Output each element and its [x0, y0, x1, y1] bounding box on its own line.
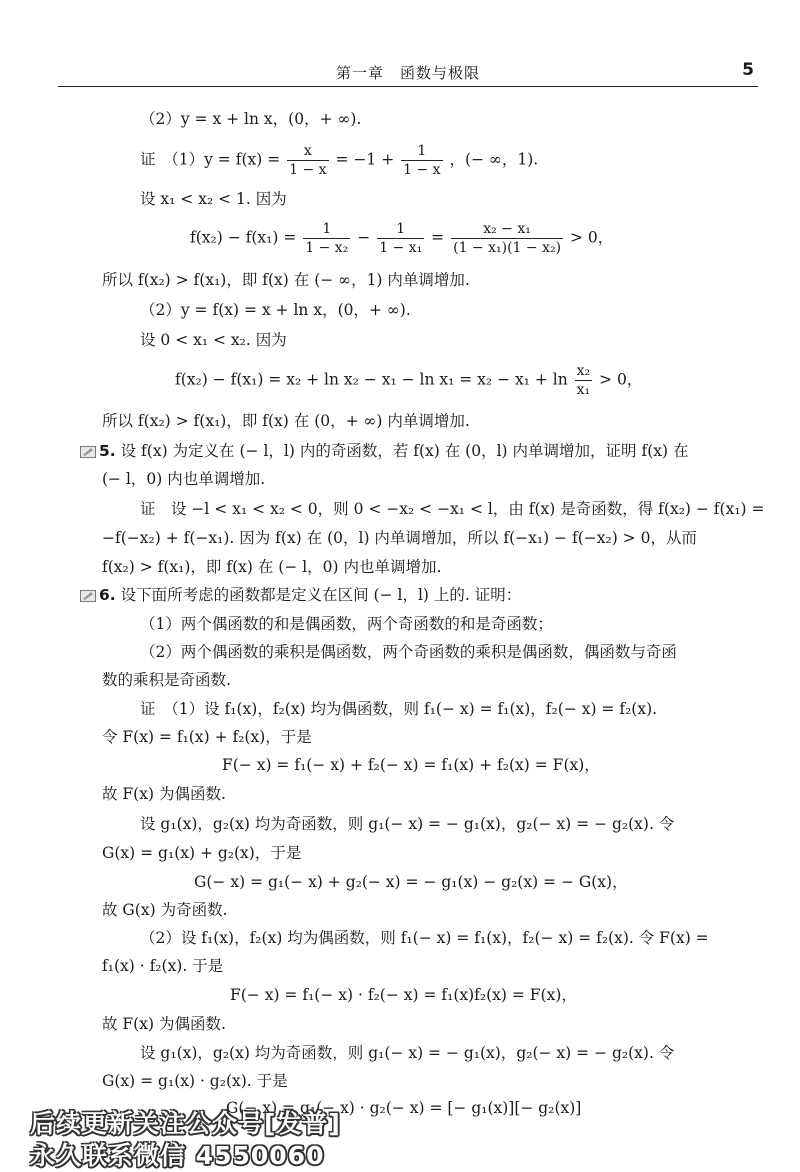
problem-line	[80, 584, 521, 606]
fraction	[377, 220, 424, 257]
problem-text: 设下面所考虑的函数都是定义在区间 (− l，l) 上的. 证明：	[120, 586, 522, 604]
problem-line	[80, 440, 688, 462]
problem-text: 设 f(x) 为定义在 (− l，l) 内的奇函数，若 f(x) 在 (0，l) 内单调增加，证明 f(x) 在	[120, 442, 689, 460]
text-line: f₁(x) · f₂(x). 于是	[102, 957, 224, 975]
fraction	[303, 220, 350, 257]
denominator: 1 − x₂	[305, 240, 349, 256]
formula-text: −	[357, 228, 371, 247]
formula-text: =	[431, 228, 445, 247]
numerator: 1	[303, 220, 350, 239]
formula-text: ，(− ∞，1).	[449, 150, 539, 169]
formula-text: f(x₂) − f(x₁) = x₂ + ln x₂ − x₁ − ln x₁ = x₂ − x₁ + ln	[175, 370, 568, 389]
formula-line: G(− x) = g₁(− x) + g₂(− x) = − g₁(x) − g₂(x) = − G(x)，	[194, 873, 628, 891]
denominator: x₁	[576, 382, 591, 398]
chapter-title: 第一章 函数与极限	[335, 64, 480, 82]
text-line: 故 F(x) 为偶函数.	[102, 785, 226, 803]
text-line: （2）设 f₁(x)，f₂(x) 均为偶函数，则 f₁(− x) = f₁(x)，f₂(− x) = f₂(x). 令 F(x) =	[140, 929, 709, 947]
numerator: x	[287, 142, 328, 161]
fraction	[451, 220, 563, 257]
pencil-icon	[80, 446, 96, 458]
text-line: 证 设 −l < x₁ < x₂ < 0，则 0 < −x₂ < −x₁ < l，由 f(x) 是奇函数，得 f(x₂) − f(x₁) =	[140, 500, 765, 518]
formula-text: 证 （1）y = f(x) =	[140, 150, 281, 169]
page-number: 5	[742, 60, 754, 80]
text-line: （1）两个偶函数的和是偶函数，两个奇函数的和是奇函数；	[140, 615, 553, 633]
header-rule	[58, 86, 758, 87]
formula-text: > 0，	[570, 228, 614, 247]
text-line: （2）两个偶函数的乘积是偶函数，两个奇函数的乘积是偶函数，偶函数与奇函	[140, 643, 677, 661]
text-line: （2）y = x + ln x，(0，+ ∞).	[140, 110, 362, 128]
formula-line	[190, 220, 613, 257]
formula-line	[175, 362, 642, 399]
formula-line	[140, 142, 538, 179]
fraction	[287, 142, 328, 179]
fraction	[575, 362, 593, 399]
formula-text: = −1 +	[335, 150, 395, 169]
text-line: 证 （1）设 f₁(x)，f₂(x) 均为偶函数，则 f₁(− x) = f₁(x)，f₂(− x) = f₂(x).	[140, 700, 658, 718]
text-line: 所以 f(x₂) > f(x₁)，即 f(x) 在 (0，+ ∞) 内单调增加.	[102, 412, 470, 430]
denominator: 1 − x	[403, 162, 441, 178]
text-line: 故 G(x) 为奇函数.	[102, 901, 228, 919]
text-line: （2）y = f(x) = x + ln x，(0，+ ∞).	[140, 301, 411, 319]
text-line: 设 x₁ < x₂ < 1. 因为	[140, 190, 287, 208]
formula-text: f(x₂) − f(x₁) =	[190, 228, 297, 247]
text-line: (− l，0) 内也单调增加.	[102, 470, 266, 488]
denominator: 1 − x₁	[379, 240, 423, 256]
formula-line: G(− x) = g₁(− x) · g₂(− x) = [− g₁(x)][− g₂(x)]	[226, 1099, 582, 1117]
text-line: 数的乘积是奇函数.	[102, 671, 231, 689]
formula-line: F(− x) = f₁(− x) + f₂(− x) = f₁(x) + f₂(x) = F(x)，	[222, 756, 600, 774]
text-line: 所以 f(x₂) > f(x₁)，即 f(x) 在 (− ∞，1) 内单调增加.	[102, 271, 470, 289]
text-line: 故 F(x) 为偶函数.	[102, 1015, 226, 1033]
watermark-line: 永久联系微信 4550060	[30, 1141, 325, 1170]
denominator: 1 − x	[289, 162, 327, 178]
watermark-line: 后续更新关注公众号[发普]	[30, 1109, 341, 1138]
text-line: 设 g₁(x)，g₂(x) 均为奇函数，则 g₁(− x) = − g₁(x)，g₂(− x) = − g₂(x). 令	[140, 1044, 675, 1062]
numerator: x₂	[576, 363, 591, 379]
text-line: G(x) = g₁(x) · g₂(x). 于是	[102, 1072, 288, 1090]
text-line: 令 F(x) = f₁(x) + f₂(x)，于是	[102, 728, 312, 746]
problem-number: 6.	[99, 586, 116, 604]
problem-number: 5.	[99, 442, 116, 460]
pencil-icon	[80, 590, 96, 602]
numerator: 1	[401, 142, 442, 161]
numerator: 1	[377, 220, 424, 239]
text-line: f(x₂) > f(x₁)，即 f(x) 在 (− l，0) 内也单调增加.	[102, 558, 442, 576]
denominator: (1 − x₁)(1 − x₂)	[453, 240, 562, 256]
formula-text: > 0，	[599, 370, 643, 389]
fraction	[401, 142, 442, 179]
text-line: 设 0 < x₁ < x₂. 因为	[140, 331, 287, 349]
text-line: −f(−x₂) + f(−x₁). 因为 f(x) 在 (0，l) 内单调增加，所以 f(−x₁) − f(−x₂) > 0，从而	[102, 529, 697, 547]
text-line: 设 g₁(x)，g₂(x) 均为奇函数，则 g₁(− x) = − g₁(x)，g₂(− x) = − g₂(x). 令	[140, 815, 675, 833]
numerator: x₂ − x₁	[451, 220, 563, 239]
text-line: G(x) = g₁(x) + g₂(x)，于是	[102, 844, 302, 862]
running-header	[58, 58, 758, 88]
formula-line: F(− x) = f₁(− x) · f₂(− x) = f₁(x)f₂(x) = F(x)，	[230, 986, 577, 1004]
